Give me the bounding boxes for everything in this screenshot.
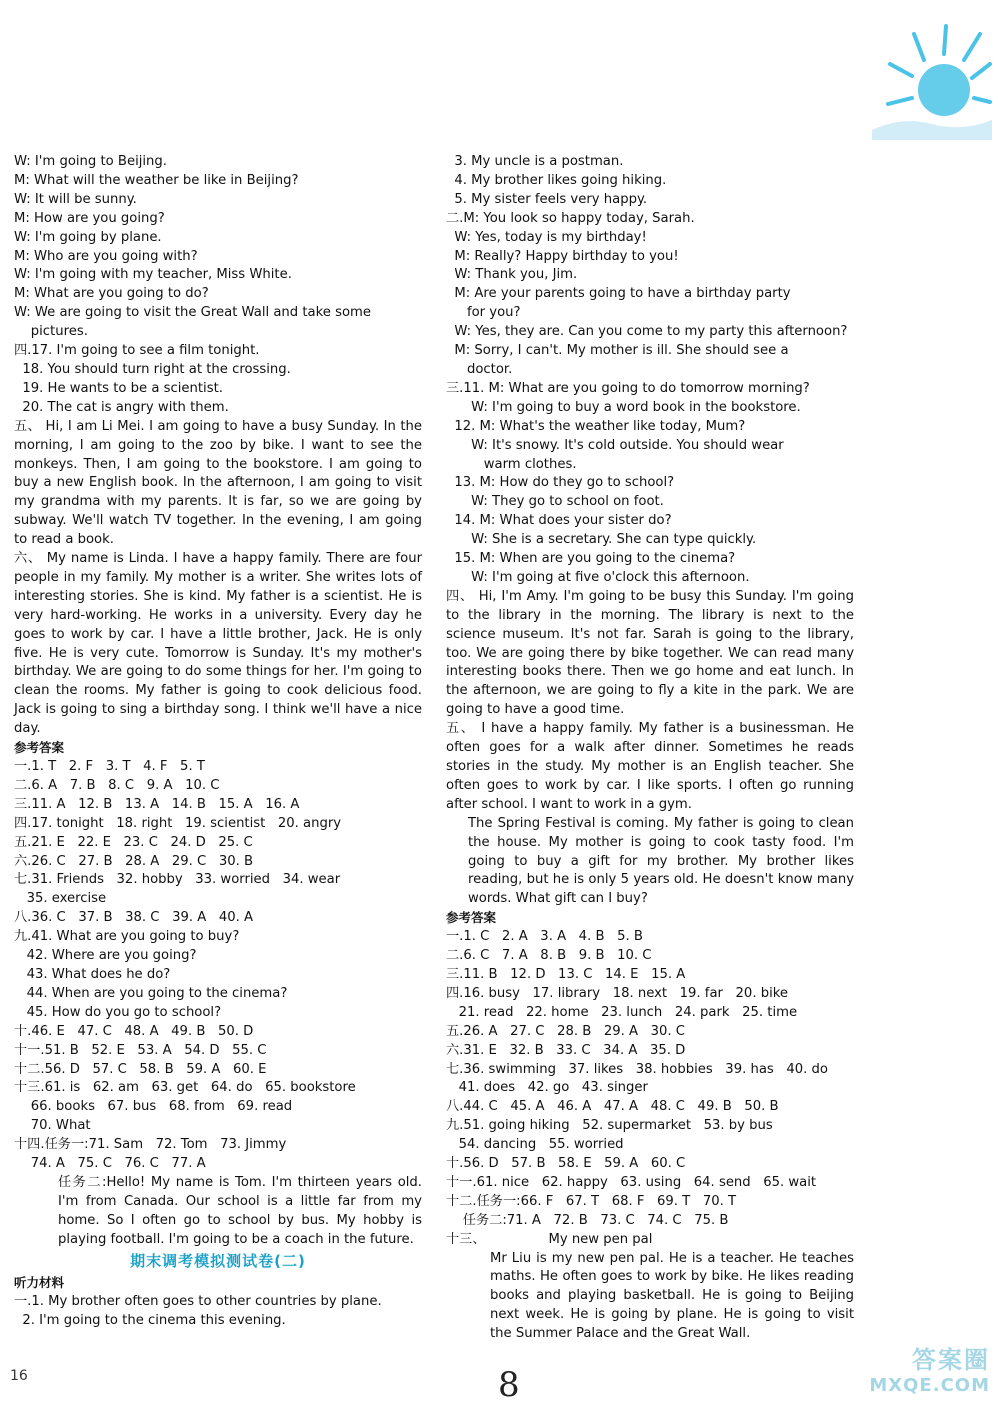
text-line: M: Who are you going with? xyxy=(14,248,198,264)
answer-line: 35. exercise xyxy=(14,891,107,907)
text-line: M: Really? Happy birthday to you! xyxy=(446,248,679,264)
answer-line: 十二.56. D 57. C 58. B 59. A 60. E xyxy=(14,1061,267,1077)
section-title: 期末调考模拟测试卷(二) xyxy=(130,1251,306,1270)
text-line: W: They go to school on foot. xyxy=(446,494,664,510)
answer-line: 70. What xyxy=(14,1118,91,1134)
answer-line: 十三.61. is 62. am 63. get 64. do 65. bookstore xyxy=(14,1080,356,1096)
right-passage-2: 五、 I have a happy family. My father is a businessman. He often goes for a walk after dinner. Sometimes he reads stories in the study. My mother is an English teacher. She often goes to work by car. I like sports. I often go running after school. I want to work in a gym. xyxy=(446,721,854,812)
listening-list xyxy=(14,1293,422,1331)
right-passage-3: The Spring Festival is coming. My father is going to clean the house. My mother is going to cook tasty food. I'm going to buy a gift for my brother. My brother likes reading, but he is only 5 years old. He doesn't know many words. What gift can I buy? xyxy=(468,815,854,907)
sun-icon xyxy=(872,20,992,140)
right-answer-list xyxy=(446,928,854,1231)
right-column xyxy=(446,153,854,1344)
answer-line: 二.6. A 7. B 8. C 9. A 10. C xyxy=(14,777,220,793)
left-column xyxy=(14,153,422,1331)
answer-line: 四.17. tonight 18. right 19. scientist 20. angry xyxy=(14,815,342,831)
listening-line: 2. I'm going to the cinema this evening. xyxy=(14,1313,286,1329)
text-line: M: What will the weather be like in Beijing? xyxy=(14,172,299,188)
text-line: M: What are you going to do? xyxy=(14,286,209,302)
right-dialogue xyxy=(446,153,854,588)
answer-line: 66. books 67. bus 68. from 69. read xyxy=(14,1099,293,1115)
corner-mark: 16 xyxy=(10,1368,28,1384)
text-line: W: I'm going by plane. xyxy=(14,229,162,245)
page-number: 8 xyxy=(498,1365,520,1405)
answer-line: 四.16. busy 17. library 18. next 19. far 20. bike xyxy=(446,985,789,1001)
text-line: 三.11. M: What are you going to do tomorrow morning? xyxy=(446,380,810,396)
watermark-bottom: MXQE.COM xyxy=(869,1375,990,1396)
right-passage-1: 四、 Hi, I'm Amy. I'm going to be busy this Sunday. I'm going to the library in the morning. The library is next to the science museum. It's not far. Sarah is going to the library, too. We are going there by bike together. We can read many interesting books there. Then we go home and eat lunch. In the afternoon, we are going to fly a kite in the park. We are going to have a good time. xyxy=(446,588,854,718)
text-line: W: Yes, they are. Can you come to my party this afternoon? xyxy=(446,324,848,340)
text-line: W: It's snowy. It's cold outside. You should wear xyxy=(446,437,784,453)
text-line: 19. He wants to be a scientist. xyxy=(14,380,223,396)
text-line: M: Are your parents going to have a birthday party xyxy=(446,286,791,302)
text-line: W: I'm going to Beijing. xyxy=(14,154,167,169)
text-line: M: How are you going? xyxy=(14,210,165,226)
essay-body: Mr Liu is my new pen pal. He is a teacher. He teaches maths. He often goes to work by bike. He likes reading books and playing basketball. He is going to Beijing next week. He is going by plane. He is going to visit the Summer Palace and the Great Wall. xyxy=(490,1250,854,1342)
answer-line: 五.21. E 22. E 23. C 24. D 25. C xyxy=(14,834,253,850)
listening-title: 听力材料 xyxy=(14,1275,65,1291)
answer-line: 五.26. A 27. C 28. B 29. A 30. C xyxy=(446,1023,686,1039)
answer-line: 七.36. swimming 37. likes 38. hobbies 39. has 40. do xyxy=(446,1061,828,1077)
text-line: W: We are going to visit the Great Wall and take some xyxy=(14,305,371,321)
text-line: warm clothes. xyxy=(446,456,577,472)
text-line: W: It will be sunny. xyxy=(14,191,137,207)
watermark xyxy=(830,1340,990,1400)
text-line: 12. M: What's the weather like today, Mum? xyxy=(446,418,746,434)
answer-line: 九.51. going hiking 52. supermarket 53. by bus xyxy=(446,1118,773,1134)
watermark-top: 答案圈 xyxy=(912,1346,990,1374)
text-line: 13. M: How do they go to school? xyxy=(446,475,675,491)
left-task2-writing: 任务二:Hello! My name is Tom. I'm thirteen years old. I'm from Canada. Our school is a little far from my home. So I often go to school by bus. My hobby is playing football. I'm going to be a coach in the future. xyxy=(58,1174,422,1247)
answer-line: 三.11. A 12. B 13. A 14. B 15. A 16. A xyxy=(14,796,300,812)
essay-title: 十三、 My new pen pal xyxy=(446,1231,653,1247)
text-line: W: I'm going at five o'clock this afternoon. xyxy=(446,569,750,585)
text-line: 5. My sister feels very happy. xyxy=(446,191,648,207)
answer-line: 74. A 75. C 76. C 77. A xyxy=(14,1156,206,1172)
answer-line: 21. read 22. home 23. lunch 24. park 25. time xyxy=(446,1004,798,1020)
answer-line: 七.31. Friends 32. hobby 33. worried 34. wear xyxy=(14,872,341,888)
text-line: for you? xyxy=(446,305,521,321)
answer-line: 一.1. T 2. F 3. T 4. F 5. T xyxy=(14,759,205,774)
answer-line: 41. does 42. go 43. singer xyxy=(446,1080,648,1096)
left-answer-list xyxy=(14,758,422,1174)
text-line: 15. M: When are you going to the cinema? xyxy=(446,551,736,567)
listening-line: 一.1. My brother often goes to other countries by plane. xyxy=(14,1294,382,1310)
text-line: M: Sorry, I can't. My mother is ill. She should see a xyxy=(446,343,789,359)
answer-line: 54. dancing 55. worried xyxy=(446,1137,624,1153)
answer-line: 十.56. D 57. B 58. E 59. A 60. C xyxy=(446,1156,686,1172)
text-line: 18. You should turn right at the crossing. xyxy=(14,361,291,377)
answer-line: 十一.51. B 52. E 53. A 54. D 55. C xyxy=(14,1042,267,1058)
text-line: W: Thank you, Jim. xyxy=(446,267,578,283)
left-answers-title: 参考答案 xyxy=(14,740,65,756)
answer-line: 六.26. C 27. B 28. A 29. C 30. B xyxy=(14,853,254,869)
text-line: 4. My brother likes going hiking. xyxy=(446,172,667,188)
answer-line: 九.41. What are you going to buy? xyxy=(14,929,240,945)
answer-line: 六.31. E 32. B 33. C 34. A 35. D xyxy=(446,1042,686,1058)
answer-line: 十二.任务一:66. F 67. T 68. F 69. T 70. T xyxy=(446,1193,737,1209)
answer-line: 十四.任务一:71. Sam 72. Tom 73. Jimmy xyxy=(14,1137,287,1153)
text-line: W: I'm going with my teacher, Miss White. xyxy=(14,267,292,283)
answer-line: 八.36. C 37. B 38. C 39. A 40. A xyxy=(14,910,254,926)
left-passage-1: 五、 Hi, I am Li Mei. I am going to have a busy Sunday. In the morning, I am going to the zoo by bike. I want to see the monkeys. Then, I am going to the bookstore. I am going to buy a new English book. In the afternoon, I am going to visit my grandma with my parents. It is far, so we are going by subway. We'll watch TV together. In the evening, I am going to read a book. xyxy=(14,418,422,548)
text-line: W: I'm going to buy a word book in the bookstore. xyxy=(446,399,801,415)
answer-line: 十一.61. nice 62. happy 63. using 64. send 65. wait xyxy=(446,1174,817,1190)
text-line: 二.M: You look so happy today, Sarah. xyxy=(446,210,695,226)
text-line: W: Yes, today is my birthday! xyxy=(446,229,647,245)
answer-line: 二.6. C 7. A 8. B 9. B 10. C xyxy=(446,948,652,964)
text-line: 20. The cat is angry with them. xyxy=(14,399,229,415)
text-line: doctor. xyxy=(446,361,513,377)
answer-line: 44. When are you going to the cinema? xyxy=(14,985,288,1001)
answer-line: 42. Where are you going? xyxy=(14,948,197,964)
left-dialogue xyxy=(14,153,422,418)
text-line: 14. M: What does your sister do? xyxy=(446,513,672,529)
answer-line: 43. What does he do? xyxy=(14,966,171,982)
answer-line: 八.44. C 45. A 46. A 47. A 48. C 49. B 50. B xyxy=(446,1099,779,1115)
answer-line: 45. How do you go to school? xyxy=(14,1004,222,1020)
answer-line: 三.11. B 12. D 13. C 14. E 15. A xyxy=(446,966,686,982)
right-answers-title: 参考答案 xyxy=(446,910,497,926)
answer-line: 十.46. E 47. C 48. A 49. B 50. D xyxy=(14,1023,254,1039)
text-line: 3. My uncle is a postman. xyxy=(446,154,624,169)
text-line: W: She is a secretary. She can type quickly. xyxy=(446,532,757,548)
left-passage-2: 六、 My name is Linda. I have a happy family. There are four people in my family. My mother is a writer. She writes lots of interesting stories. She is kind. My father is a scientist. He is very hard-working. He works in a university. Every day he goes to work by car. I have a little brother, Jack. He is only five. He is very cute. Tomorrow is Sunday. It's my mother's birthday. We are going to do some things for her. I'm going to clean the rooms. My father is going to cook delicious food. Jack is going to sing a birthday song. I think we'll have a nice day. xyxy=(14,551,422,737)
text-line: 四.17. I'm going to see a film tonight. xyxy=(14,343,260,359)
answer-line: 任务二:71. A 72. B 73. C 74. C 75. B xyxy=(446,1212,729,1228)
answer-line: 一.1. C 2. A 3. A 4. B 5. B xyxy=(446,929,643,945)
text-line: pictures. xyxy=(14,324,88,340)
